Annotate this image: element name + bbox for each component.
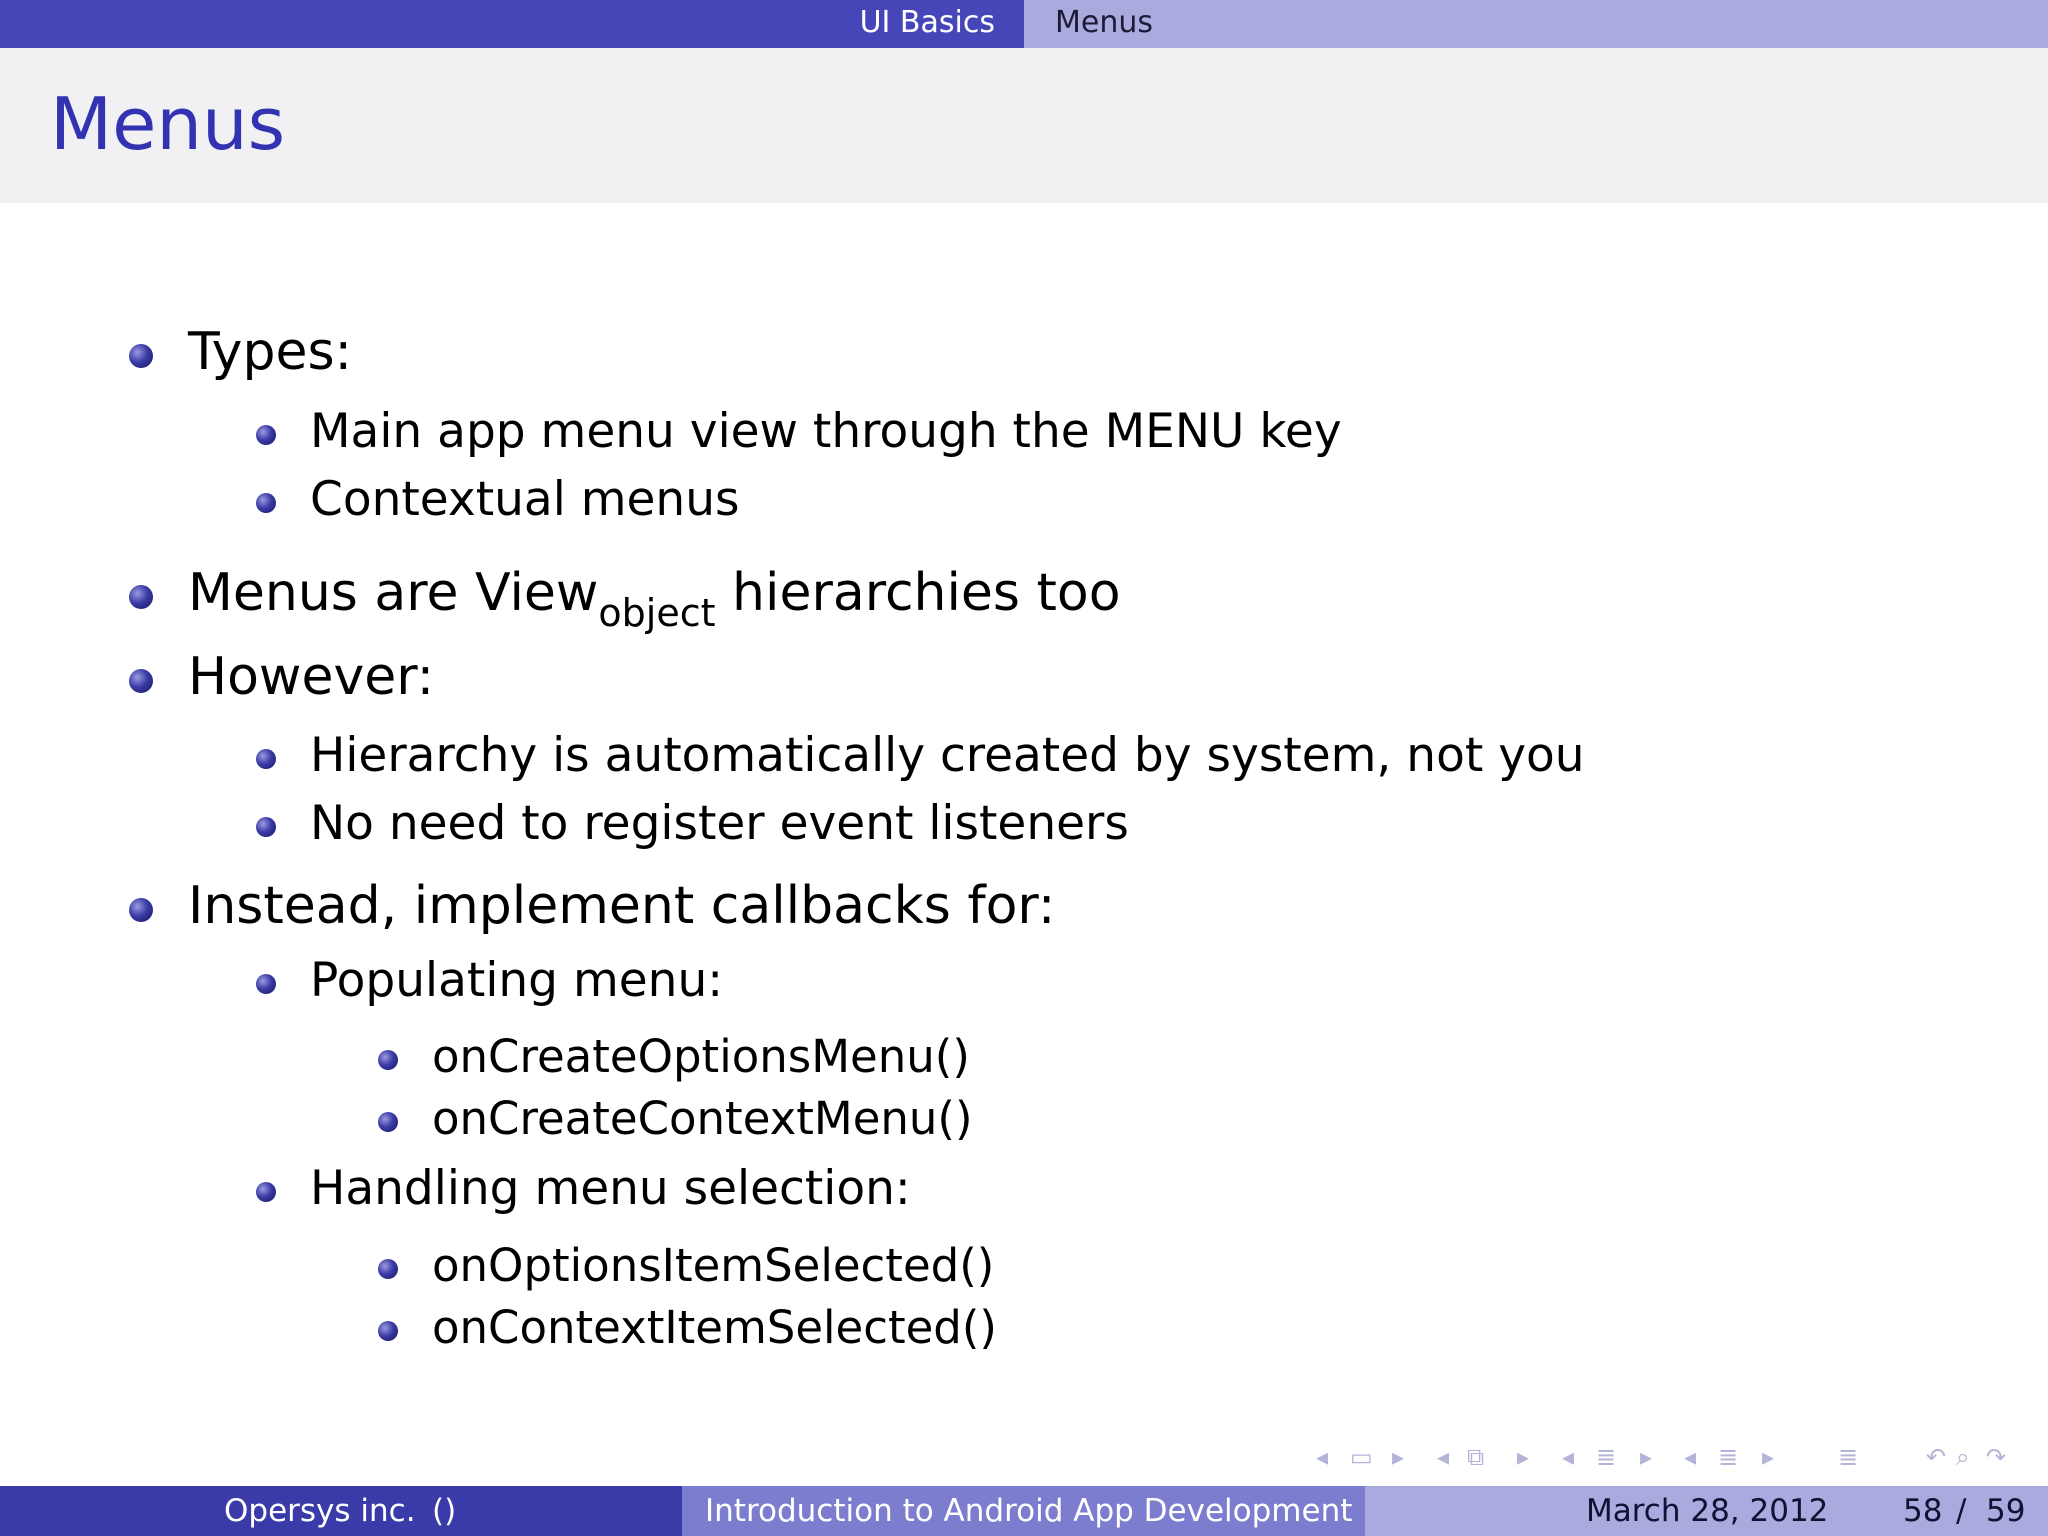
list-item [432, 1239, 995, 1292]
header-subsection-link[interactable]: Menus [1055, 5, 1153, 40]
bullet-ball-icon [129, 585, 153, 609]
subsection-prev-arrow-icon[interactable]: ◂ [1437, 1443, 1450, 1471]
footer-bar [0, 1486, 2048, 1536]
undo-icon[interactable]: ↶ [1926, 1443, 1947, 1471]
list-item-text: hierarchies too [715, 563, 1121, 623]
bullet-ball-icon [378, 1112, 398, 1132]
frame-title-bar [0, 48, 2048, 203]
subscript-text: object [598, 591, 716, 635]
footer-date: March 28, 2012 [1586, 1493, 1829, 1529]
header-navigation-bar [0, 0, 2048, 48]
list-item-text: Types: [188, 322, 353, 382]
frame-prev-arrow-icon[interactable]: ◂ [1316, 1443, 1329, 1471]
list-item [310, 953, 724, 1008]
section-prev-arrow-icon[interactable]: ◂ [1562, 1443, 1575, 1471]
subsection-icon[interactable]: ⧉ [1467, 1443, 1485, 1471]
list-item-text: No need to register event listeners [310, 796, 1129, 851]
list-item-text: Handling menu selection: [310, 1161, 911, 1216]
list-item-text: Hierarchy is automatically created by system, not you [310, 728, 1585, 783]
list-item [432, 1301, 997, 1354]
bullet-ball-icon [256, 749, 276, 769]
document-icon[interactable]: ≣ [1718, 1443, 1739, 1471]
bullet-ball-icon [378, 1321, 398, 1341]
list-item [310, 404, 1342, 459]
bullet-ball-icon [129, 669, 153, 693]
search-icon[interactable]: ⌕ [1956, 1443, 1970, 1471]
header-section-link[interactable]: UI Basics [859, 5, 995, 40]
list-item [310, 728, 1585, 783]
bullet-ball-icon [256, 974, 276, 994]
navigation-symbols [0, 1440, 2048, 1474]
frame-next-arrow-icon[interactable]: ▸ [1392, 1443, 1405, 1471]
frame-title: Menus [50, 82, 286, 166]
frame-icon[interactable]: ▭ [1350, 1443, 1373, 1471]
list-item [188, 563, 1121, 635]
footer-title-area [682, 1486, 1365, 1536]
section-icon[interactable]: ≣ [1596, 1443, 1617, 1471]
document-prev-arrow-icon[interactable]: ◂ [1684, 1443, 1697, 1471]
header-subsection-area [1024, 0, 2048, 48]
footer-date-area [1365, 1486, 2048, 1536]
list-item-text: Instead, implement callbacks for: [188, 876, 1056, 936]
outline-icon[interactable]: ≣ [1838, 1443, 1859, 1471]
footer-author-area [0, 1486, 682, 1536]
page-separator: / [1956, 1493, 1967, 1529]
document-next-arrow-icon[interactable]: ▸ [1762, 1443, 1775, 1471]
list-item [188, 322, 353, 382]
list-item-text: onCreateOptionsMenu() [432, 1030, 970, 1083]
page-current: 58 [1903, 1493, 1943, 1529]
list-item [432, 1030, 970, 1083]
list-item-text: Main app menu view through the MENU key [310, 404, 1342, 459]
subsection-next-arrow-icon[interactable]: ▸ [1517, 1443, 1530, 1471]
list-item-text: However: [188, 647, 435, 707]
list-item-text: Populating menu: [310, 953, 724, 1008]
footer-short-title: Introduction to Android App Development [705, 1493, 1353, 1529]
list-item [188, 647, 435, 707]
bullet-ball-icon [256, 493, 276, 513]
bullet-ball-icon [256, 1182, 276, 1202]
bullet-ball-icon [256, 817, 276, 837]
list-item [310, 472, 740, 527]
list-item [310, 796, 1129, 851]
footer-institute: () [432, 1493, 457, 1529]
list-item-text: Contextual menus [310, 472, 740, 527]
list-item-text: onOptionsItemSelected() [432, 1239, 995, 1292]
list-item-text: Menus are View [188, 563, 599, 623]
list-item [310, 1161, 911, 1216]
section-next-arrow-icon[interactable]: ▸ [1640, 1443, 1653, 1471]
bullet-ball-icon [129, 898, 153, 922]
redo-icon[interactable]: ↷ [1986, 1443, 2007, 1471]
header-section-area [0, 0, 1024, 48]
list-item-text: onContextItemSelected() [432, 1301, 997, 1354]
footer-author: Opersys inc. [224, 1493, 416, 1529]
list-item [432, 1092, 973, 1145]
list-item-text: onCreateContextMenu() [432, 1092, 973, 1145]
bullet-ball-icon [378, 1259, 398, 1279]
bullet-ball-icon [129, 344, 153, 368]
bullet-ball-icon [256, 425, 276, 445]
bullet-ball-icon [378, 1050, 398, 1070]
list-item [188, 876, 1056, 936]
page-total: 59 [1986, 1493, 2026, 1529]
